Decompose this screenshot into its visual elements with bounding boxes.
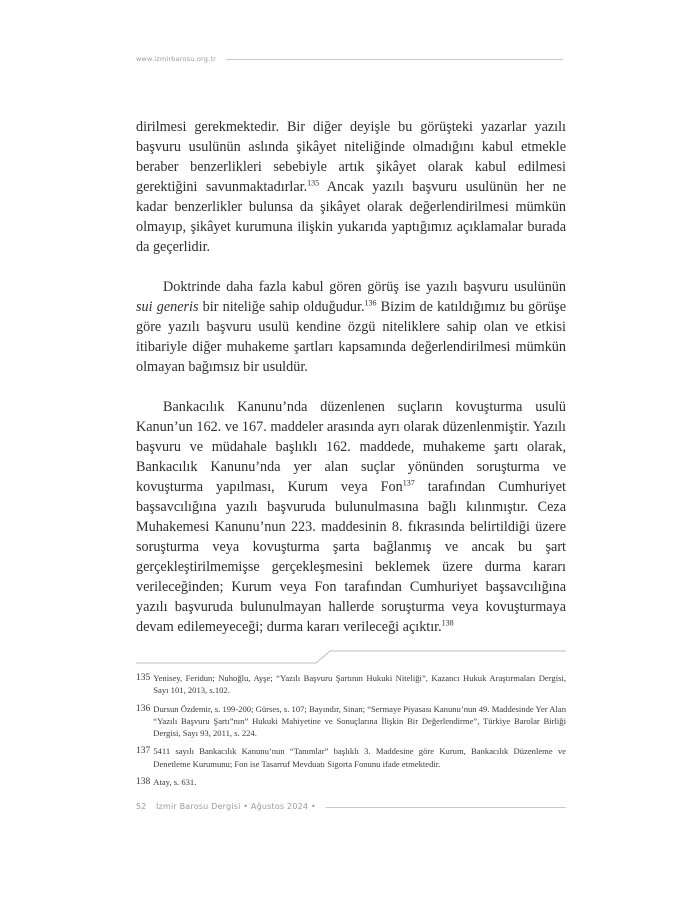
footnote-text: Dursun Özdemir, s. 199-200; Gürses, s. 107; Bayındır, Sinan; “Sermaye Piyasası Kanunu’nun 49. Maddesinde Yer Alan “Yazılı Başvuru Şartı”nın” Hukuki Mahiyetine ve Sonuçlarına İlişkin Bir Değerlendirme”, Türkiye Barolar Birliği Dergisi, Sayı 93, 2011, s. 224. — [153, 703, 566, 739]
paragraph-3-text-a: Bankacılık Kanunu’nda düzenlenen suçların kovuşturma usulü Kanun’un 162. ve 167. maddeler arasında ayrı olarak düzenlenmiştir. Yazılı başvuru ve müdahale başlıklı 162. maddede, muhakeme şartı olarak, Bankacılık Kanunu’nda yer alan suçlar yönünden soruşturma ve kovuşturma yapılması, Kurum veya Fon — [136, 399, 566, 495]
sui-generis-term: sui generis — [136, 299, 199, 315]
main-text — [136, 117, 566, 637]
footnote-ref-138[interactable]: 138 — [441, 618, 454, 628]
footnote-136 — [136, 703, 566, 740]
page-footer — [136, 802, 566, 816]
footnote-number: 135 — [136, 673, 151, 683]
paragraph-1 — [136, 117, 566, 257]
paragraph-2-text-a: Doktrinde daha fazla kabul gören görüş ise yazılı başvuru usulünün — [163, 279, 566, 295]
footnotes — [136, 672, 566, 794]
paragraph-1-cont: Ancak yazılı başvuru usulünün her ne kadar benzerlikler bulunsa da şikâyet olarak değerlendirilmesi mümkün olmayıp, şikâyet kurumuna ilişkin yukarıda yaptığımız açıklamalar burada da geçerlidir. — [136, 179, 566, 255]
footnote-number: 138 — [136, 777, 151, 788]
footnote-137 — [136, 745, 566, 770]
paragraph-2-text-c: Bizim de katıldığımız bu görüşe göre yazılı başvuru usulü kendine özgü niteliklere sahip olan ve etkisi itibariyle diğer muhakeme şartları kapsamında değerlendirilmesi mümkün olmayan bağımsız bir usuldür. — [136, 299, 566, 375]
paragraph-2 — [136, 277, 566, 377]
paragraph-3-text-b: tarafından Cumhuriyet başsavcılığına yazılı başvuruda bulunulmasına bağlı kılınmıştır. Ceza Muhakemesi Kanunu’nun 223. maddesinin 8. fıkrasında belirtildiği üzere soruşturma veya kovuşturma şarta bağlanmış ve ancak bu şart gerçekleştirilmemişse gerçekleşmesini beklemek üzere durma kararı verileceğinden; Kurum veya Fon tarafından Cumhuriyet başsavcılığına yazılı başvuruda bulunulmayan hallerde soruşturma veya kovuşturmaya devam edilemeyeceği; durma kararı verileceği açıktır. — [136, 479, 566, 635]
header-rule — [226, 59, 563, 60]
paragraph-1-text: dirilmesi gerekmektedir. Bir diğer deyişle bu görüşteki yazarlar yazılı başvuru usulünün aslında şikâyet niteliğinde olmadığını kabul etmekle beraber benzerlikleri sebebiyle artık şikâyet olarak kabul edilmesi gerektiğini savunmaktadırlar. — [136, 119, 566, 195]
page-number: 52 — [136, 802, 147, 811]
footnote-number: 137 — [136, 746, 151, 757]
paragraph-3 — [136, 397, 566, 637]
header-url: www.izmirbarosu.org.tr — [136, 55, 216, 63]
journal-title: İzmir Barosu Dergisi • Ağustos 2024 • — [156, 802, 316, 811]
footer-rule — [326, 807, 566, 808]
footnote-ref-136[interactable]: 136 — [364, 298, 377, 308]
footnote-135 — [136, 672, 566, 697]
footnote-text: 5411 sayılı Bankacılık Kanunu’nun “Tanımlar” başlıklı 3. Maddesine göre Kurum, Bankacılık Düzenleme ve Denetleme Kurumunu; Fon ise Tasarruf Mevduatı Sigorta Fonunu ifade etmektedir. — [153, 746, 566, 769]
footnote-ref-137[interactable]: 137 — [402, 478, 415, 488]
footnote-text: Yenisey, Feridun; Nuhoğlu, Ayşe; “Yazılı Başvuru Şartının Hukuki Niteliği”, Kazancı Hukuk Araştırmaları Dergisi, Sayı 101, 2013, s.102. — [153, 673, 566, 696]
footnote-138 — [136, 776, 566, 788]
footnote-divider — [136, 650, 566, 664]
footnote-ref-135[interactable]: 135 — [307, 178, 320, 188]
footnote-number: 136 — [136, 703, 151, 714]
footnote-text: Atay, s. 631. — [153, 777, 197, 788]
paragraph-2-text-b: bir niteliğe sahip olduğudur. — [198, 299, 365, 315]
